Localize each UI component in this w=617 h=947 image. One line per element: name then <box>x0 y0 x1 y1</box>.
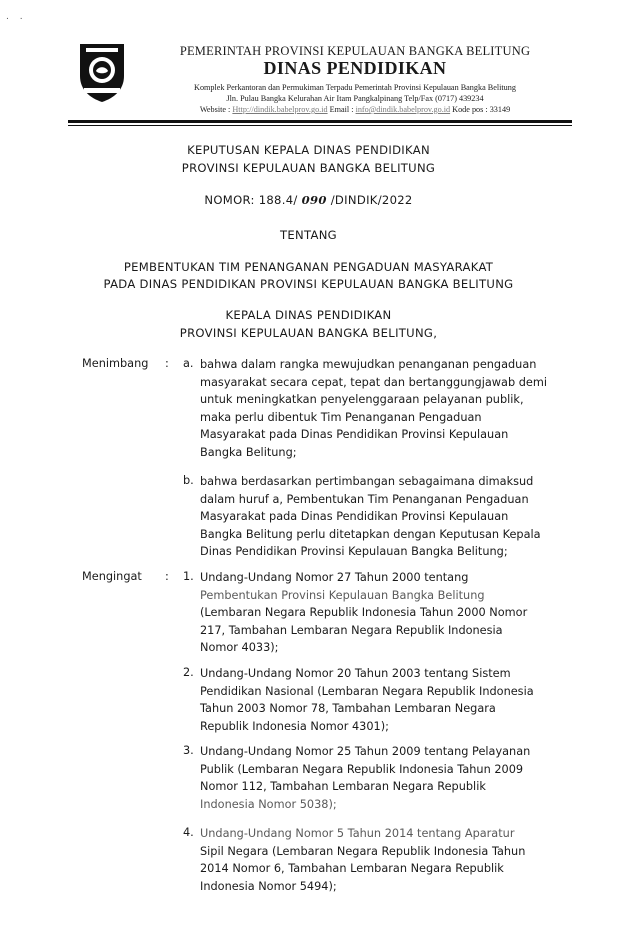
website-link[interactable]: Http://dindik.babelprov.go.id <box>232 105 328 114</box>
letterhead-contact <box>150 105 560 114</box>
text-line: Sipil Negara (Lembaran Negara Republik Indonesia Tahun <box>200 844 526 858</box>
letterhead-government: PEMERINTAH PROVINSI KEPULAUAN BANGKA BELITUNG <box>179 44 531 58</box>
text-line: Republik Indonesia Nomor 4301); <box>200 719 389 733</box>
text-line: Pembentukan Provinsi Kepulauan Bangka Belitung <box>200 588 485 602</box>
text-line: Tahun 2003 Nomor 78, Tambahan Lembaran Negara <box>200 702 496 715</box>
text-line: Masyarakat pada Dinas Pendidikan Provinsi Kepulauan <box>200 428 509 441</box>
mengingat-marker-1: 1. <box>183 570 194 583</box>
email-label: Email : <box>329 105 354 114</box>
mengingat-item-2 <box>200 665 562 735</box>
mengingat-marker-4: 4. <box>183 826 194 839</box>
mengingat-item-1 <box>200 569 562 657</box>
menimbang-marker-a: a. <box>183 357 194 370</box>
text-line: Masyarakat pada Dinas Pendidikan Provinsi Kepulauan <box>200 510 509 523</box>
text-line: Undang-Undang Nomor 27 Tahun 2000 tentang <box>200 571 469 584</box>
text-line: Pendidikan Nasional (Lembaran Negara Republik Indonesia <box>200 684 534 698</box>
text-line: Undang-Undang Nomor 25 Tahun 2009 tentang Pelayanan <box>200 745 531 758</box>
text-line: Nomor 112, Tambahan Lembaran Negara Republik <box>200 780 486 793</box>
text-line: Dinas Pendidikan Provinsi Kepulauan Bangka Belitung; <box>200 545 508 558</box>
text-line: dalam huruf a, Pembentukan Tim Penanganan Pengaduan <box>200 492 529 506</box>
postal-label: Kode pos : <box>452 105 488 114</box>
decree-about: TENTANG <box>280 228 337 242</box>
mengingat-item-4 <box>200 825 562 895</box>
mengingat-colon: : <box>165 570 169 583</box>
text-line: Indonesia Nomor 5494); <box>200 879 337 893</box>
decree-title-2: PROVINSI KEPULAUAN BANGKA BELITUNG <box>181 161 436 175</box>
text-line: 217, Tambahan Lembaran Negara Republik Indonesia <box>200 623 503 637</box>
mengingat-item-3 <box>200 743 562 813</box>
text-line: Bangka Belitung perlu ditetapkan dengan Keputusan Kepala <box>200 527 541 541</box>
menimbang-marker-b: b. <box>183 474 194 487</box>
text-line: Bangka Belitung; <box>200 445 297 459</box>
text-line: maka perlu dibentuk Tim Penanganan Pengaduan <box>200 410 482 424</box>
text-line: bahwa berdasarkan pertimbangan sebagaimana dimaksud <box>200 475 534 488</box>
text-line: (Lembaran Negara Republik Indonesia Tahun 2000 Nomor <box>200 606 528 619</box>
postal-code: 33149 <box>489 105 511 114</box>
decree-number-suffix: /DINDIK/2022 <box>330 193 413 207</box>
decree-subject-2: PADA DINAS PENDIDIKAN PROVINSI KEPULAUAN BANGKA BELITUNG <box>103 277 514 291</box>
website-label: Website : <box>199 105 231 114</box>
menimbang-item-a <box>200 356 562 461</box>
menimbang-label: Menimbang <box>82 357 149 370</box>
letterhead-address-1: Komplek Perkantoran dan Permukiman Terpadu Pemerintah Provinsi Kepulauan Bangka Belitung <box>194 83 516 92</box>
email-link[interactable]: info@dindik.babelprov.go.id <box>355 105 451 114</box>
decree-subject-1: PEMBENTUKAN TIM PENANGANAN PENGADUAN MASYARAKAT <box>123 260 494 274</box>
text-line: Indonesia Nomor 5038); <box>200 797 337 811</box>
letterhead-office: DINAS PENDIDIKAN <box>263 58 447 78</box>
menimbang-item-b <box>200 473 562 561</box>
mengingat-marker-3: 3. <box>183 744 194 757</box>
decree-number-prefix: NOMOR: 188.4/ <box>204 193 298 207</box>
decree-number <box>0 193 617 207</box>
text-line: Nomor 4033); <box>200 641 279 654</box>
decree-title-1: KEPUTUSAN KEPALA DINAS PENDIDIKAN <box>187 143 430 157</box>
text-line: Publik (Lembaran Negara Republik Indonesia Tahun 2009 <box>200 762 524 776</box>
text-line: Undang-Undang Nomor 5 Tahun 2014 tentang Aparatur <box>200 827 515 840</box>
letterhead-rule-thick <box>68 120 572 123</box>
province-crest-icon <box>74 40 130 104</box>
mengingat-label: Mengingat <box>82 570 142 583</box>
text-line: masyarakat secara cepat, tepat dan bertanggungjawab demi <box>200 375 547 389</box>
decree-number-handwritten: 090 <box>301 193 327 207</box>
mengingat-marker-2: 2. <box>183 666 194 679</box>
scan-specks: . . <box>6 12 27 22</box>
text-line: 2014 Nomor 6, Tambahan Lembaran Negara Republik <box>200 862 504 875</box>
menimbang-colon: : <box>165 357 169 370</box>
letterhead-rule-thin <box>68 125 572 126</box>
text-line: bahwa dalam rangka mewujudkan penanganan pengaduan <box>200 358 537 371</box>
decree-authority-1: KEPALA DINAS PENDIDIKAN <box>225 308 392 322</box>
letterhead-address-2: Jln. Pulau Bangka Kelurahan Air Itam Pangkalpinang Telp/Fax (0717) 439234 <box>226 94 484 103</box>
text-line: untuk meningkatkan penyelenggaraan pelayanan publik, <box>200 393 524 406</box>
text-line: Undang-Undang Nomor 20 Tahun 2003 tentang Sistem <box>200 667 511 680</box>
decree-authority-2: PROVINSI KEPULAUAN BANGKA BELITUNG, <box>179 326 438 340</box>
